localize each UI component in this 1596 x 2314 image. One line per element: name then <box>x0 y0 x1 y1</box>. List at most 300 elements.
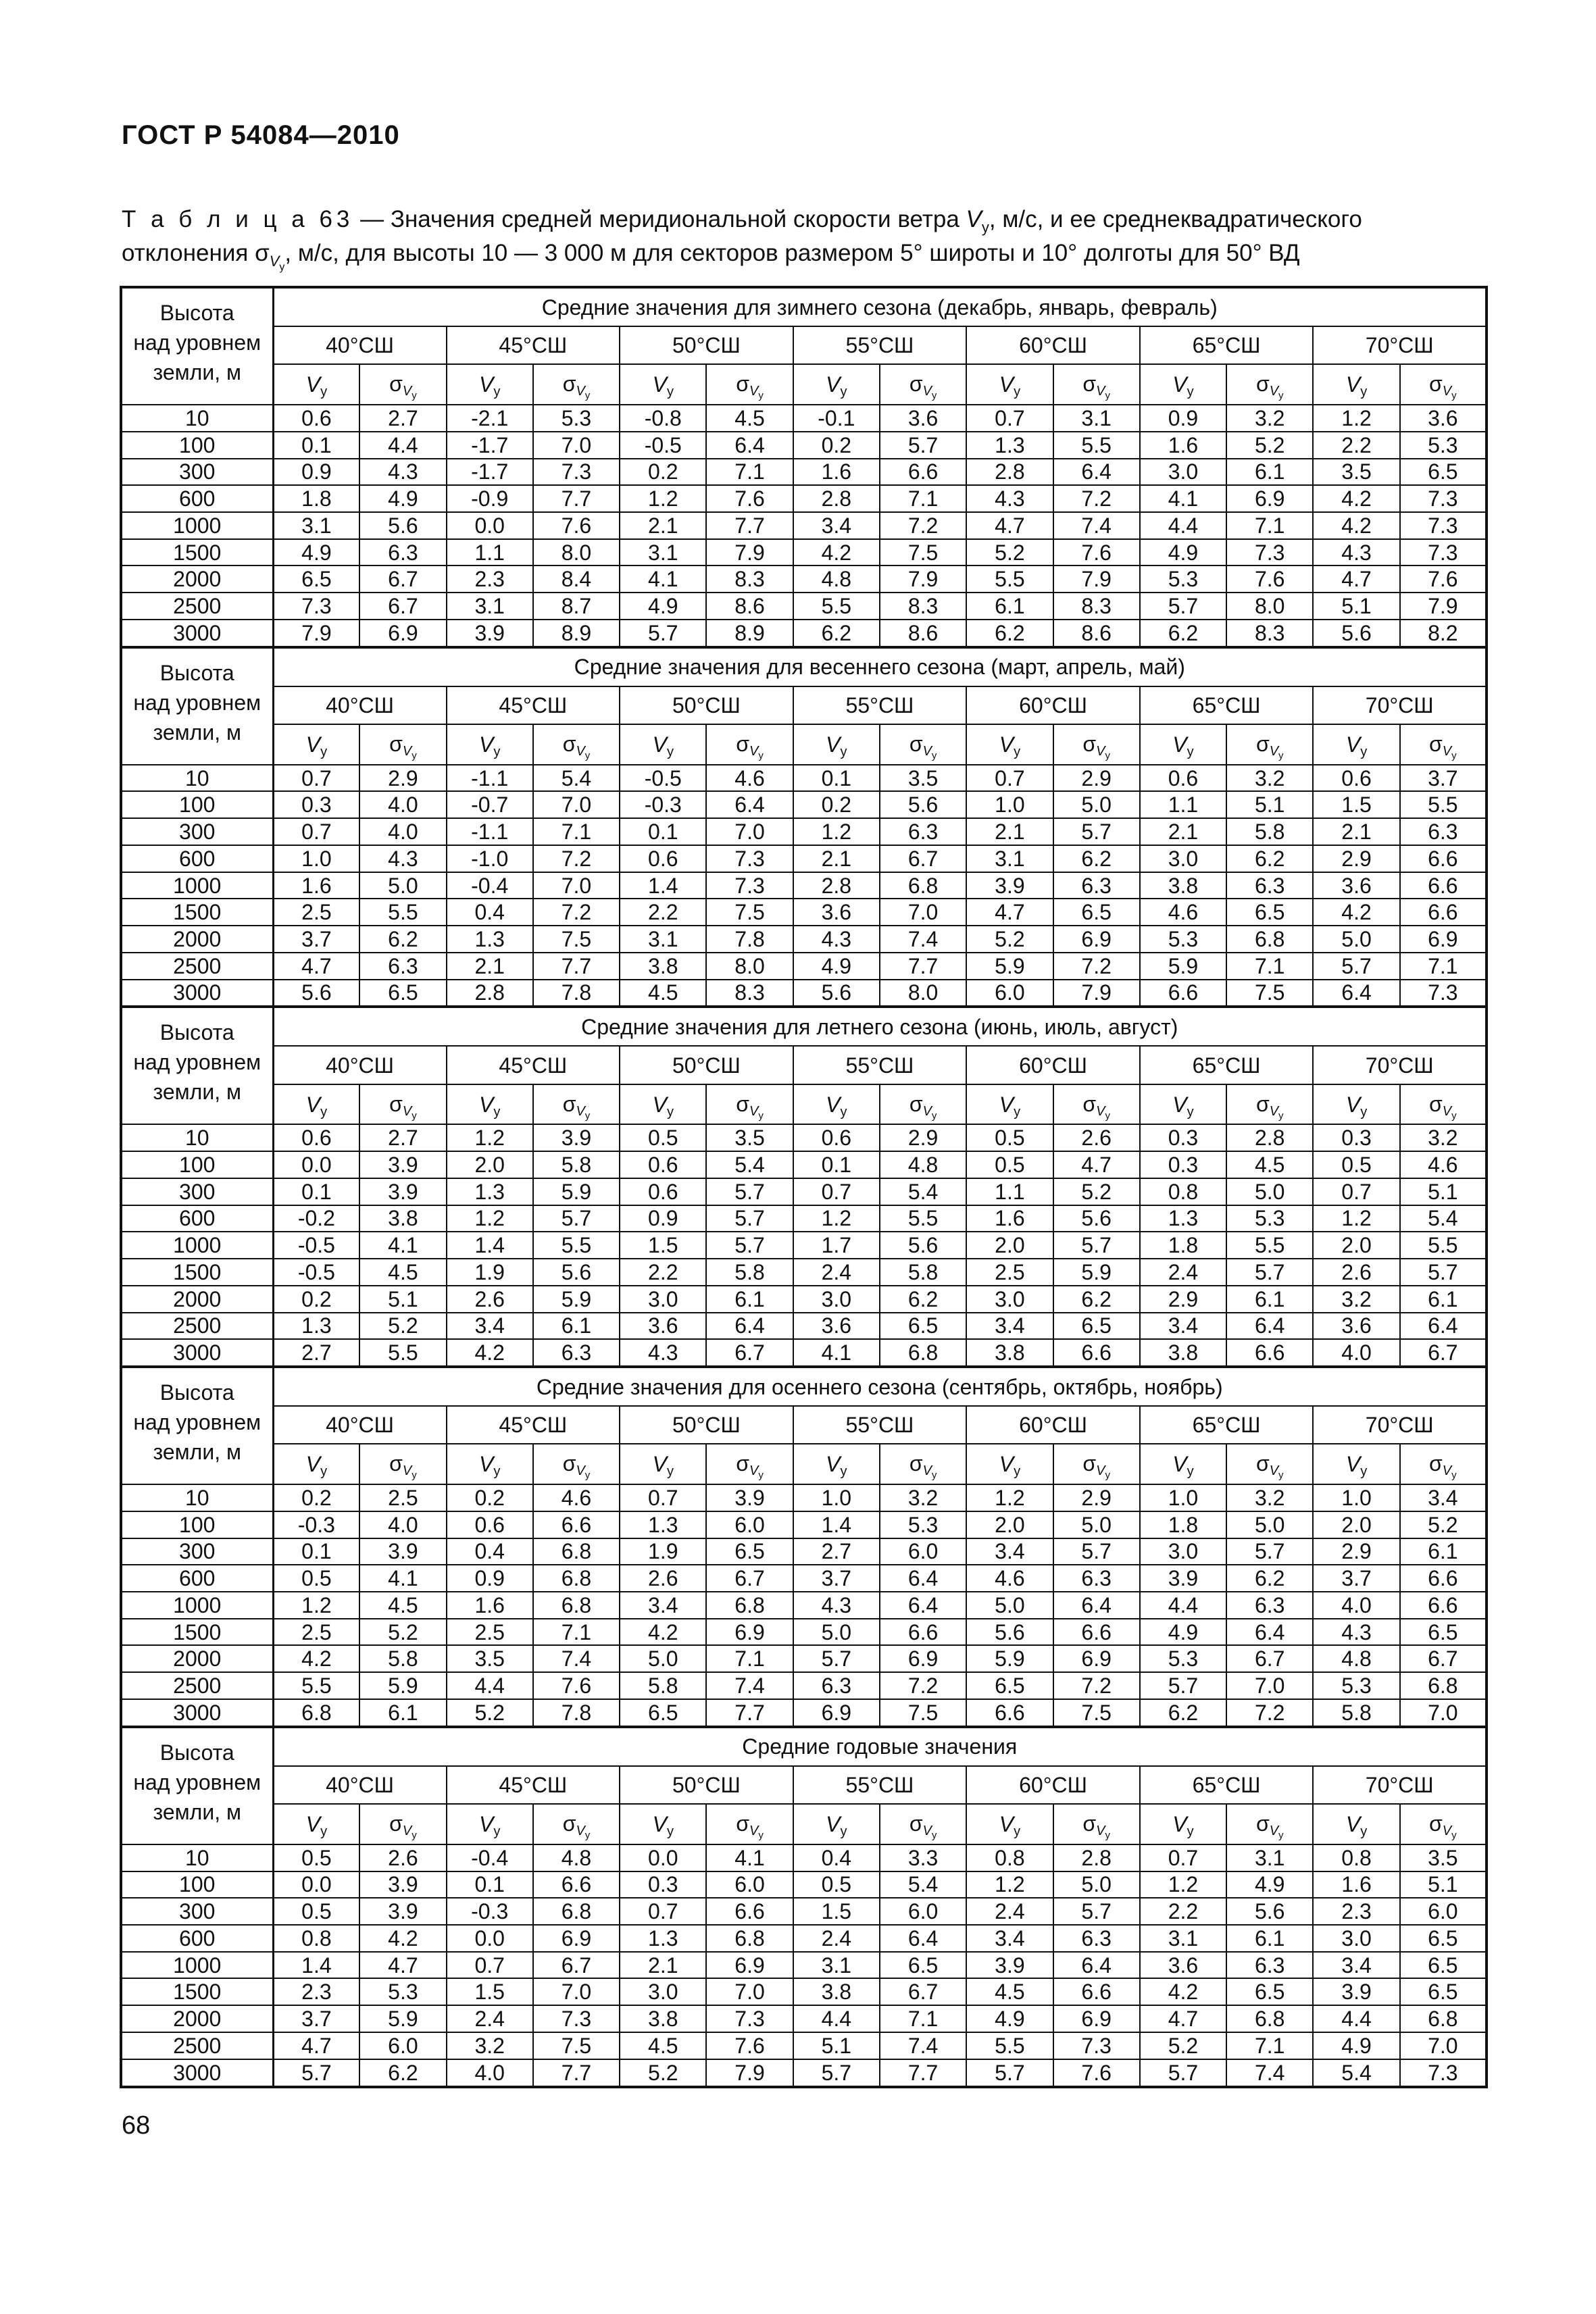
sigma-symbol: σ <box>562 1811 576 1836</box>
value-cell: 6.3 <box>359 539 446 566</box>
sigma-subscript <box>403 744 417 759</box>
height-header-cell <box>121 1367 273 1484</box>
value-cell: 7.7 <box>533 2059 620 2087</box>
value-cell: 6.2 <box>1053 845 1140 872</box>
vy-header <box>1140 1804 1226 1844</box>
caption-v-symbol: V <box>966 206 982 232</box>
sigma-subscript <box>922 384 937 402</box>
sigma-sub-v: V <box>1442 384 1452 399</box>
sigma-symbol: σ <box>909 1451 923 1476</box>
sigma-sub-sub: y <box>1451 1830 1457 1842</box>
altitude-cell: 2000 <box>121 565 273 593</box>
sigma-sub-sub: y <box>1278 1469 1284 1482</box>
value-cell: 4.3 <box>793 1592 880 1619</box>
value-cell: 5.3 <box>1400 432 1487 459</box>
value-cell: 0.6 <box>620 845 706 872</box>
sigma-symbol: σ <box>562 1451 576 1476</box>
value-cell: 1.0 <box>273 845 359 872</box>
value-cell: 2.8 <box>793 872 880 899</box>
value-cell: 4.6 <box>966 1565 1053 1592</box>
altitude-cell: 2000 <box>121 1645 273 1672</box>
vy-subscript: y <box>666 744 674 759</box>
sigma-sub-v: V <box>1096 384 1105 399</box>
value-cell: 2.5 <box>359 1484 446 1511</box>
latitude-header-row <box>121 326 1487 364</box>
value-cell: 2.0 <box>1313 1511 1399 1538</box>
vy-symbol: V <box>305 732 321 757</box>
latitude-header: 50°СШ <box>620 1046 793 1084</box>
value-cell: 6.7 <box>359 593 446 620</box>
value-cell: 7.6 <box>533 512 620 539</box>
sigma-sub-v: V <box>1096 743 1105 759</box>
value-cell: 6.5 <box>1053 1313 1140 1340</box>
value-cell: 5.9 <box>966 953 1053 980</box>
value-cell: 7.9 <box>1400 593 1487 620</box>
vy-header <box>273 724 359 765</box>
value-cell: 5.7 <box>1226 1538 1313 1565</box>
value-cell: 2.4 <box>966 1898 1053 1925</box>
value-cell: 1.4 <box>273 1952 359 1979</box>
value-cell: 3.1 <box>620 926 706 953</box>
value-cell: 0.1 <box>273 1538 359 1565</box>
value-cell: 0.3 <box>1313 1124 1399 1151</box>
value-cell: 1.4 <box>447 1232 533 1259</box>
value-cell: 1.2 <box>1313 405 1399 432</box>
sigma-sub-v: V <box>402 743 412 759</box>
value-cell: 3.4 <box>447 1313 533 1340</box>
value-cell: 5.0 <box>793 1619 880 1646</box>
value-cell: 8.0 <box>706 953 793 980</box>
value-cell: 7.7 <box>706 1699 793 1727</box>
vy-header <box>447 364 533 405</box>
value-cell: 7.9 <box>273 620 359 647</box>
sigma-sub-sub: y <box>1278 1830 1284 1842</box>
value-cell: 0.2 <box>273 1286 359 1313</box>
value-cell: 6.3 <box>1226 1952 1313 1979</box>
sigma-sub-sub: y <box>758 390 764 402</box>
value-cell: 6.6 <box>966 1699 1053 1727</box>
table-row <box>121 1592 1487 1619</box>
variable-header-row <box>121 1084 1487 1125</box>
value-cell: 5.8 <box>533 1151 620 1178</box>
sigma-subscript <box>1096 1463 1110 1482</box>
vy-header <box>620 724 706 765</box>
value-cell: 6.9 <box>1053 926 1140 953</box>
vy-symbol: V <box>479 1452 494 1477</box>
value-cell: 4.8 <box>880 1151 966 1178</box>
value-cell: 7.5 <box>1053 1699 1140 1727</box>
height-header-line: над уровнем <box>133 1410 261 1435</box>
value-cell: 1.9 <box>620 1538 706 1565</box>
value-cell: 6.5 <box>1226 899 1313 926</box>
altitude-cell: 2500 <box>121 1313 273 1340</box>
table-row <box>121 1978 1487 2005</box>
altitude-cell: 1000 <box>121 512 273 539</box>
value-cell: 6.4 <box>706 791 793 818</box>
value-cell: 7.5 <box>533 926 620 953</box>
altitude-cell: 2000 <box>121 926 273 953</box>
sigma-sub-v: V <box>1442 1823 1452 1839</box>
value-cell: 6.9 <box>880 1645 966 1672</box>
value-cell: 3.9 <box>359 1538 446 1565</box>
value-cell: 2.9 <box>359 765 446 792</box>
sigma-symbol: σ <box>1429 372 1443 397</box>
value-cell: 1.2 <box>620 485 706 512</box>
altitude-cell: 3000 <box>121 1699 273 1727</box>
value-cell: 1.6 <box>1140 432 1226 459</box>
value-cell: 4.8 <box>793 565 880 593</box>
value-cell: 7.5 <box>880 1699 966 1727</box>
value-cell: 6.2 <box>1053 1286 1140 1313</box>
value-cell: 8.6 <box>1053 620 1140 647</box>
value-cell: 6.8 <box>706 1925 793 1952</box>
value-cell: 0.9 <box>273 459 359 486</box>
altitude-cell: 600 <box>121 485 273 512</box>
vy-subscript: y <box>1360 1464 1368 1480</box>
sigma-vy-header <box>880 1444 966 1484</box>
value-cell: 2.2 <box>620 1259 706 1286</box>
vy-symbol: V <box>826 372 841 397</box>
value-cell: 6.6 <box>1226 1339 1313 1367</box>
value-cell: 3.6 <box>793 899 880 926</box>
sigma-sub-sub: y <box>1278 390 1284 402</box>
sigma-vy-header <box>706 1084 793 1125</box>
value-cell: 3.9 <box>359 1871 446 1898</box>
altitude-cell: 10 <box>121 1124 273 1151</box>
value-cell: 4.5 <box>966 1978 1053 2005</box>
value-cell: 2.9 <box>1313 845 1399 872</box>
sigma-sub-v: V <box>1269 1463 1279 1479</box>
value-cell: 4.4 <box>1140 1592 1226 1619</box>
season-header-row <box>121 1007 1487 1046</box>
vy-header <box>447 1444 533 1484</box>
value-cell: 0.0 <box>447 512 533 539</box>
sigma-sub-sub: y <box>931 749 937 761</box>
value-cell: 5.9 <box>966 1645 1053 1672</box>
latitude-header: 65°СШ <box>1140 326 1314 364</box>
value-cell: 6.7 <box>1226 1645 1313 1672</box>
value-cell: 2.5 <box>273 1619 359 1646</box>
value-cell: 3.2 <box>1226 765 1313 792</box>
value-cell: 1.5 <box>793 1898 880 1925</box>
height-header-line: над уровнем <box>133 1050 261 1075</box>
vy-symbol: V <box>1345 1092 1361 1117</box>
sigma-sub-sub: y <box>584 390 591 402</box>
value-cell: 5.6 <box>359 512 446 539</box>
height-header-line: Высота <box>159 1020 234 1045</box>
value-cell: 5.7 <box>880 432 966 459</box>
value-cell: 0.6 <box>620 1178 706 1205</box>
value-cell: 6.1 <box>359 1699 446 1727</box>
vy-symbol: V <box>305 1452 321 1477</box>
value-cell: 6.5 <box>1400 1925 1487 1952</box>
value-cell: 6.9 <box>706 1952 793 1979</box>
value-cell: 6.1 <box>1226 1286 1313 1313</box>
value-cell: 2.5 <box>273 899 359 926</box>
data-table-container <box>120 286 1488 2088</box>
table-row <box>121 1313 1487 1340</box>
value-cell: 7.6 <box>1053 539 1140 566</box>
sigma-sub-sub: y <box>412 1469 417 1482</box>
value-cell: 3.0 <box>1313 1925 1399 1952</box>
value-cell: -0.5 <box>620 432 706 459</box>
value-cell: 3.4 <box>793 512 880 539</box>
value-cell: 5.0 <box>1053 1511 1140 1538</box>
value-cell: 7.3 <box>1053 2032 1140 2059</box>
sigma-sub-v: V <box>1269 384 1279 399</box>
value-cell: 7.1 <box>1226 2032 1313 2059</box>
vy-subscript: y <box>493 1464 501 1480</box>
value-cell: 0.5 <box>273 1565 359 1592</box>
value-cell: 4.2 <box>359 1925 446 1952</box>
value-cell: 3.9 <box>706 1484 793 1511</box>
table-row <box>121 485 1487 512</box>
value-cell: 6.6 <box>880 459 966 486</box>
table-row <box>121 1565 1487 1592</box>
value-cell: 4.2 <box>1140 1978 1226 2005</box>
sigma-vy-header <box>1400 724 1487 765</box>
sigma-sub-v: V <box>1442 1103 1452 1119</box>
vy-symbol: V <box>1172 1092 1187 1117</box>
value-cell: 0.3 <box>273 791 359 818</box>
value-cell: 8.6 <box>706 593 793 620</box>
sigma-sub-v: V <box>1269 1823 1279 1839</box>
value-cell: 7.7 <box>706 512 793 539</box>
value-cell: 5.5 <box>359 1339 446 1367</box>
value-cell: 4.1 <box>1140 485 1226 512</box>
value-cell: 8.3 <box>880 593 966 620</box>
sigma-sub-v: V <box>922 384 932 399</box>
sigma-subscript <box>1442 1103 1457 1122</box>
value-cell: 3.1 <box>1226 1844 1313 1871</box>
value-cell: 0.0 <box>620 1844 706 1871</box>
value-cell: 7.4 <box>533 1645 620 1672</box>
value-cell: 5.2 <box>620 2059 706 2087</box>
value-cell: 0.6 <box>1313 765 1399 792</box>
sigma-vy-header <box>1226 724 1313 765</box>
sigma-subscript <box>576 384 591 402</box>
vy-header <box>1140 724 1226 765</box>
value-cell: 3.5 <box>1400 1844 1487 1871</box>
sigma-symbol: σ <box>736 1451 749 1476</box>
value-cell: 4.5 <box>1226 1151 1313 1178</box>
vy-symbol: V <box>1345 1812 1361 1837</box>
table-row <box>121 1484 1487 1511</box>
altitude-cell: 100 <box>121 432 273 459</box>
table-row <box>121 872 1487 899</box>
value-cell: 2.6 <box>359 1844 446 1871</box>
value-cell: 4.9 <box>793 953 880 980</box>
altitude-cell: 1500 <box>121 539 273 566</box>
value-cell: 2.4 <box>1140 1259 1226 1286</box>
value-cell: 7.4 <box>880 2032 966 2059</box>
value-cell: 5.1 <box>1400 1178 1487 1205</box>
value-cell: -1.1 <box>447 765 533 792</box>
vy-header <box>1313 1804 1399 1844</box>
value-cell: 2.7 <box>359 405 446 432</box>
sigma-sub-v: V <box>1096 1103 1105 1119</box>
altitude-cell: 2000 <box>121 1286 273 1313</box>
value-cell: 6.6 <box>1400 845 1487 872</box>
value-cell: 5.7 <box>1053 1898 1140 1925</box>
sigma-sub-sub: y <box>758 1109 764 1122</box>
value-cell: 0.2 <box>620 459 706 486</box>
latitude-header: 40°СШ <box>273 326 447 364</box>
sigma-sub-v: V <box>1096 1463 1105 1479</box>
table-row <box>121 1205 1487 1232</box>
sigma-sub-sub: y <box>584 1469 591 1482</box>
value-cell: 4.6 <box>706 765 793 792</box>
value-cell: 6.1 <box>533 1313 620 1340</box>
value-cell: 3.3 <box>880 1844 966 1871</box>
value-cell: 3.6 <box>1313 1313 1399 1340</box>
value-cell: 6.2 <box>359 926 446 953</box>
value-cell: 5.8 <box>620 1672 706 1699</box>
value-cell: 7.5 <box>533 2032 620 2059</box>
value-cell: 5.6 <box>793 980 880 1007</box>
value-cell: 6.8 <box>533 1898 620 1925</box>
latitude-header: 50°СШ <box>620 1766 793 1804</box>
vy-header <box>1313 1084 1399 1125</box>
table-row <box>121 899 1487 926</box>
sigma-symbol: σ <box>562 731 576 756</box>
value-cell: 3.9 <box>533 1124 620 1151</box>
height-header-line: над уровнем <box>133 330 261 355</box>
value-cell: 4.7 <box>966 512 1053 539</box>
value-cell: 2.1 <box>1140 818 1226 845</box>
sigma-sub-sub: y <box>1105 1469 1110 1482</box>
value-cell: 3.4 <box>966 1538 1053 1565</box>
value-cell: 0.7 <box>966 405 1053 432</box>
value-cell: 0.2 <box>273 1484 359 1511</box>
table-row <box>121 565 1487 593</box>
sigma-sub-sub: y <box>931 1830 937 1842</box>
sigma-subscript <box>749 1823 764 1842</box>
value-cell: 8.9 <box>706 620 793 647</box>
value-cell: 6.2 <box>1140 1699 1226 1727</box>
sigma-subscript <box>1269 1823 1284 1842</box>
value-cell: 4.7 <box>359 1952 446 1979</box>
sigma-sub-v: V <box>1442 743 1452 759</box>
latitude-header: 65°СШ <box>1140 686 1314 724</box>
vy-symbol: V <box>652 1092 667 1117</box>
latitude-header: 40°СШ <box>273 1766 447 1804</box>
value-cell: 6.4 <box>1053 1952 1140 1979</box>
value-cell: 5.6 <box>273 980 359 1007</box>
sigma-subscript <box>576 1463 591 1482</box>
season-header-row <box>121 1727 1487 1766</box>
vy-subscript: y <box>1360 744 1368 759</box>
altitude-cell: 600 <box>121 1205 273 1232</box>
value-cell: 6.3 <box>880 818 966 845</box>
value-cell: 5.5 <box>1400 791 1487 818</box>
value-cell: 6.8 <box>880 1339 966 1367</box>
vy-symbol: V <box>1172 732 1187 757</box>
value-cell: 0.9 <box>1140 405 1226 432</box>
value-cell: 8.0 <box>533 539 620 566</box>
value-cell: 7.9 <box>706 2059 793 2087</box>
sigma-subscript <box>576 1103 591 1122</box>
table-row <box>121 765 1487 792</box>
value-cell: 2.0 <box>966 1511 1053 1538</box>
value-cell: 4.5 <box>359 1259 446 1286</box>
sigma-sub-sub: y <box>1105 1830 1110 1842</box>
value-cell: 6.3 <box>1400 818 1487 845</box>
sigma-symbol: σ <box>562 1091 576 1116</box>
value-cell: 7.2 <box>880 512 966 539</box>
value-cell: 5.2 <box>447 1699 533 1727</box>
sigma-sub-v: V <box>1442 1463 1452 1479</box>
sigma-subscript <box>1443 744 1457 759</box>
value-cell: 6.4 <box>880 1565 966 1592</box>
value-cell: 5.3 <box>533 405 620 432</box>
value-cell: 6.2 <box>793 620 880 647</box>
value-cell: 7.1 <box>533 818 620 845</box>
value-cell: 0.6 <box>273 405 359 432</box>
value-cell: 0.9 <box>447 1565 533 1592</box>
sigma-symbol: σ <box>1082 1091 1097 1116</box>
vy-subscript: y <box>1187 744 1194 759</box>
value-cell: 4.0 <box>447 2059 533 2087</box>
value-cell: 1.3 <box>620 1511 706 1538</box>
value-cell: 1.2 <box>447 1205 533 1232</box>
table-row <box>121 1151 1487 1178</box>
sigma-symbol: σ <box>1082 1451 1097 1476</box>
value-cell: 5.3 <box>1226 1205 1313 1232</box>
sigma-subscript <box>402 1823 417 1842</box>
latitude-header: 50°СШ <box>620 686 793 724</box>
altitude-cell: 1500 <box>121 1259 273 1286</box>
altitude-cell: 3000 <box>121 620 273 647</box>
vy-header <box>620 1444 706 1484</box>
sigma-sub-sub: y <box>758 1830 764 1842</box>
table-row <box>121 459 1487 486</box>
sigma-sub-sub: y <box>758 749 764 761</box>
latitude-header: 60°СШ <box>966 1046 1140 1084</box>
value-cell: 3.0 <box>620 1286 706 1313</box>
value-cell: 7.3 <box>273 593 359 620</box>
value-cell: 5.1 <box>1313 593 1399 620</box>
sigma-vy-header <box>1053 1804 1140 1844</box>
latitude-header-row <box>121 1406 1487 1444</box>
sigma-symbol: σ <box>389 731 403 756</box>
altitude-cell: 300 <box>121 1178 273 1205</box>
value-cell: 3.7 <box>273 2005 359 2032</box>
value-cell: 7.6 <box>706 485 793 512</box>
latitude-header: 50°СШ <box>620 1406 793 1444</box>
sigma-sub-sub: y <box>412 749 417 761</box>
value-cell: 5.8 <box>880 1259 966 1286</box>
value-cell: 7.7 <box>880 2059 966 2087</box>
vy-symbol: V <box>999 1452 1014 1477</box>
value-cell: 0.2 <box>793 791 880 818</box>
latitude-header: 40°СШ <box>273 1406 447 1444</box>
value-cell: 4.9 <box>1226 1871 1313 1898</box>
value-cell: 7.9 <box>1053 565 1140 593</box>
value-cell: 6.8 <box>533 1565 620 1592</box>
value-cell: 3.0 <box>1140 1538 1226 1565</box>
value-cell: 0.3 <box>1140 1151 1226 1178</box>
vy-symbol: V <box>1345 372 1361 397</box>
sigma-symbol: σ <box>909 731 923 756</box>
altitude-cell: 100 <box>121 1511 273 1538</box>
vy-header <box>966 724 1053 765</box>
vy-subscript: y <box>1360 1104 1368 1120</box>
value-cell: 7.1 <box>706 459 793 486</box>
sigma-symbol: σ <box>1255 731 1270 756</box>
vy-header <box>966 1084 1053 1125</box>
value-cell: 0.0 <box>273 1151 359 1178</box>
